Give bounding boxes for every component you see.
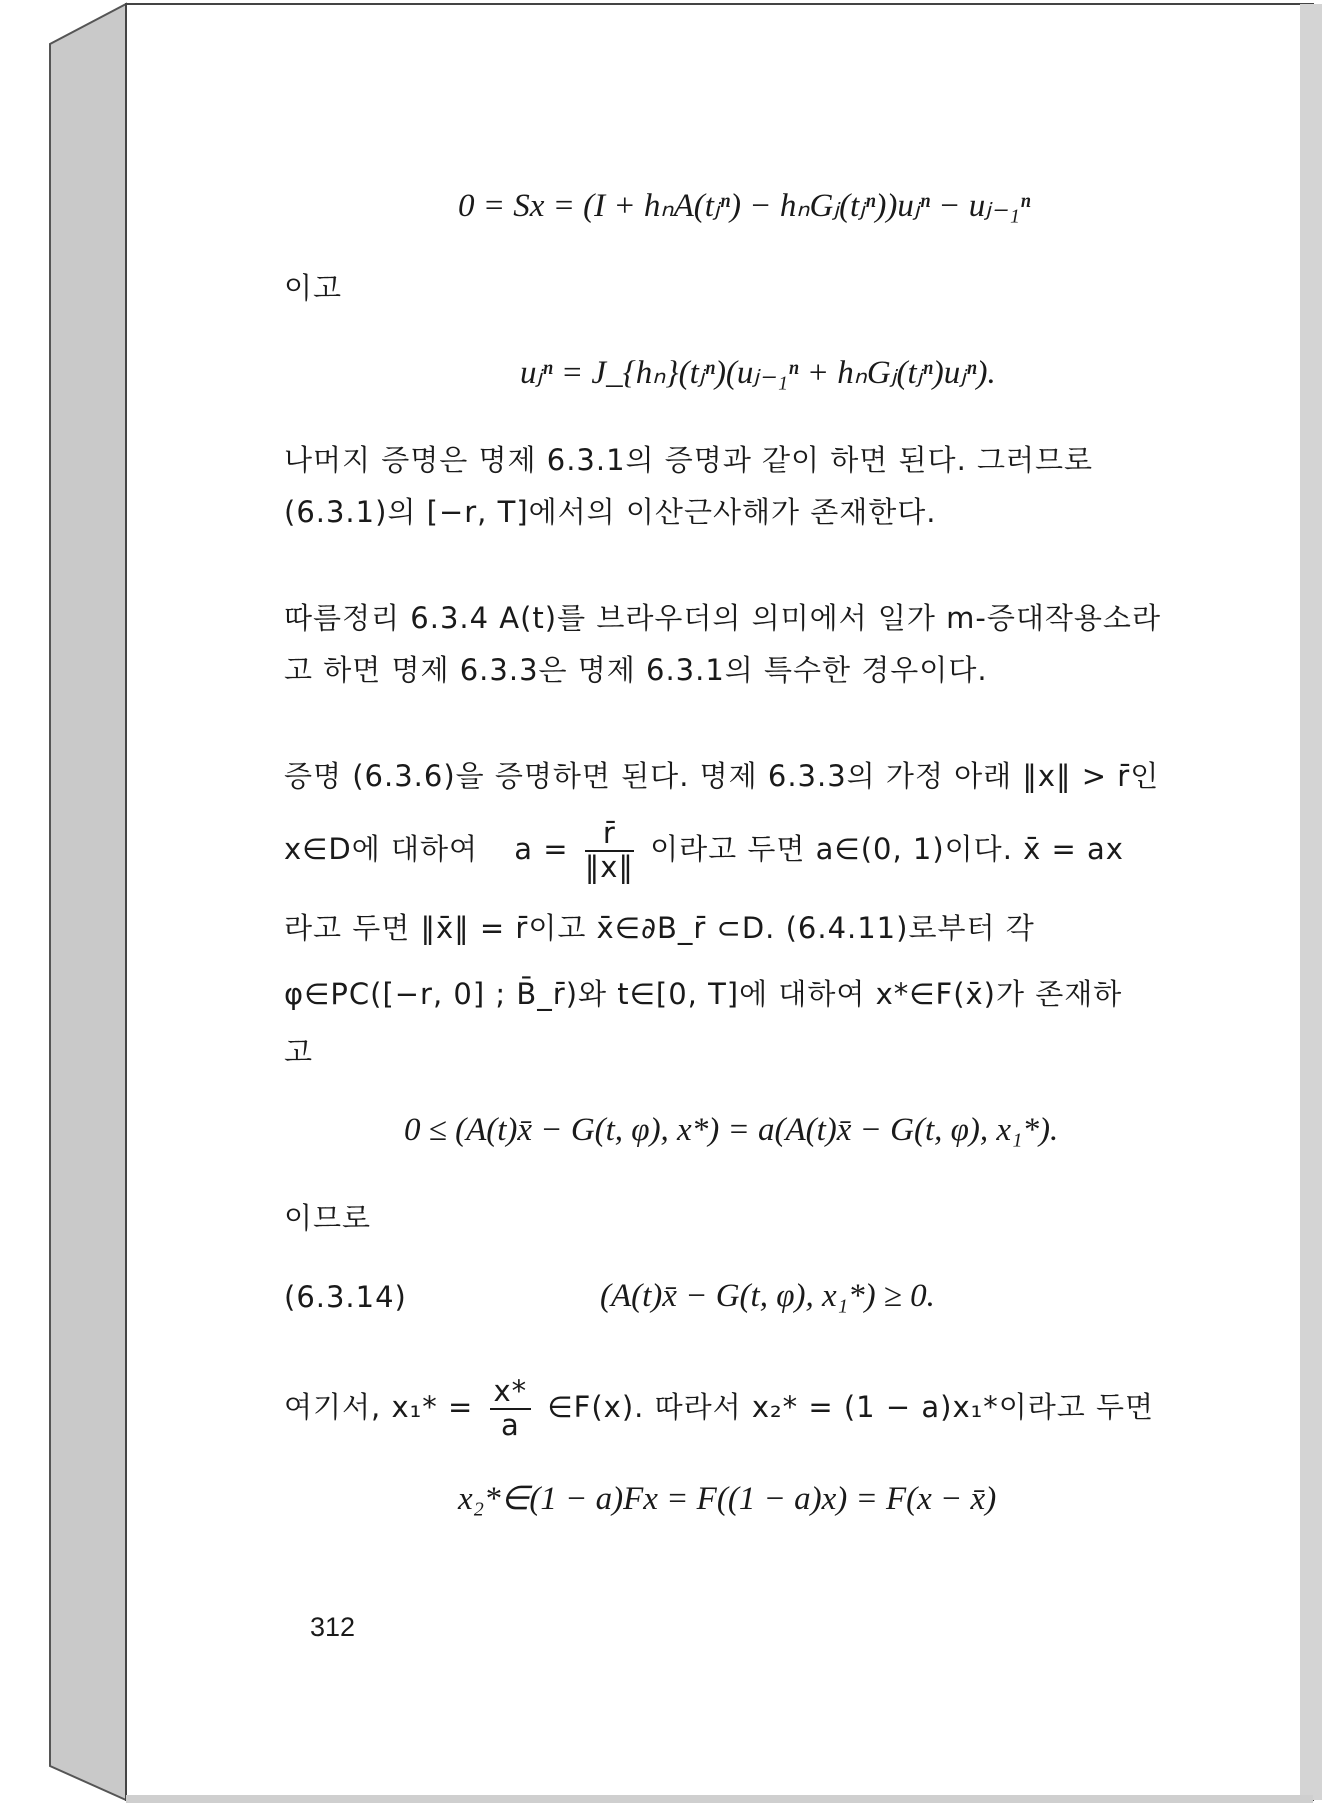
fraction-numerator: r̄ xyxy=(585,818,634,852)
page-number: 312 xyxy=(310,1612,356,1642)
proof-line-2-c: 이라고 두면 a∈(0, 1)이다. x̄ = ax xyxy=(650,831,1124,866)
proof-line-2 xyxy=(284,818,1124,884)
equation-3: 0 ≤ (A(t)x̄ − G(t, φ), x*) = a(A(t)x̄ − G(t, φ), x₁*). xyxy=(404,1112,1059,1148)
text-igo: 이고 xyxy=(284,271,343,305)
paragraph-1-line-2: (6.3.1)의 [−r, T]에서의 이산근사해가 존재한다. xyxy=(284,495,937,529)
proof-line-2-b: a = xyxy=(514,831,569,866)
corollary-line-2: 고 하면 명제 6.3.3은 명제 6.3.1의 특수한 경우이다. xyxy=(284,653,988,687)
paragraph-2-a: 여기서, x₁* = xyxy=(284,1389,474,1424)
paragraph-2-b: ∈F(x). 따라서 x₂* = (1 − a)x₁*이라고 두면 xyxy=(547,1389,1155,1424)
proof-line-5: 고 xyxy=(284,1035,314,1069)
fraction-r-over-norm xyxy=(585,818,634,884)
paragraph-1-line-1: 나머지 증명은 명제 6.3.1의 증명과 같이 하면 된다. 그러므로 xyxy=(284,443,1094,477)
proof-line-2-a: x∈D에 대하여 xyxy=(284,831,479,866)
proof-line-3: 라고 두면 ‖x̄‖ = r̄이고 x̄∈∂B_r̄ ⊂D. (6.4.11)로부터 각 xyxy=(284,911,1035,945)
fraction-numerator: x* xyxy=(490,1376,532,1410)
equation-1: 0 = Sx = (I + hₙA(tⱼⁿ) − hₙGⱼ(tⱼⁿ))uⱼⁿ − uⱼ₋₁ⁿ xyxy=(458,188,1031,224)
proof-line-4: φ∈PC([−r, 0] ; B̄_r̄)와 t∈[0, T]에 대하여 x*∈F(x̄)가 존재하 xyxy=(284,977,1123,1011)
fraction-denominator: a xyxy=(500,1407,520,1442)
fraction-xstar-over-a xyxy=(490,1376,532,1442)
equation-number: (6.3.14) xyxy=(284,1280,407,1314)
fraction-denominator: ‖x‖ xyxy=(584,849,634,884)
equation-5: x₂*∈(1 − a)Fx = F((1 − a)x) = F(x − x̄) xyxy=(458,1481,997,1517)
paragraph-2 xyxy=(284,1376,1154,1442)
corollary-line-1: 따름정리 6.3.4 A(t)를 브라우더의 의미에서 일가 m-증대작용소라 xyxy=(284,601,1161,635)
equation-2: uⱼⁿ = J_{hₙ}(tⱼⁿ)(uⱼ₋₁ⁿ + hₙGⱼ(tⱼⁿ)uⱼⁿ). xyxy=(520,355,996,391)
equation-4: (A(t)x̄ − G(t, φ), x₁*) ≥ 0. xyxy=(600,1278,935,1314)
text-imeuro: 이므로 xyxy=(284,1201,372,1235)
proof-line-1: 증명 (6.3.6)을 증명하면 된다. 명제 6.3.3의 가정 아래 ‖x‖ > r̄인 xyxy=(284,759,1160,793)
